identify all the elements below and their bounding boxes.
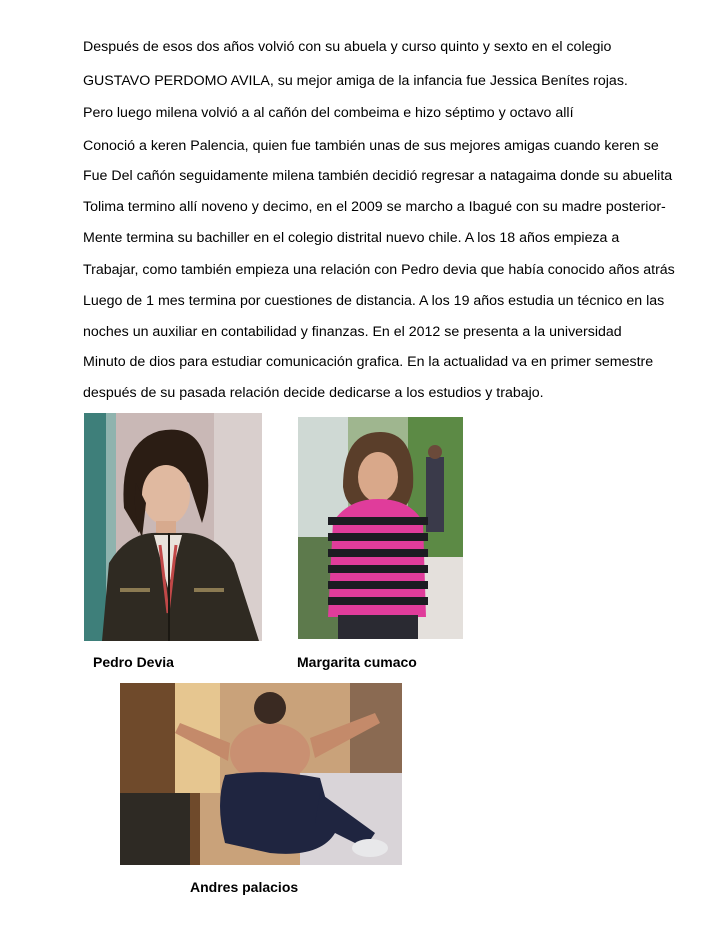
paragraph-line-6: Tolima termino allí noveno y decimo, en el 2009 se marcho a Ibagué con su madre posterior-: [83, 199, 666, 215]
paragraph-line-8: Trabajar, como también empieza una relación con Pedro devia que había conocido años atrás: [83, 262, 675, 278]
paragraph-line-12: después de su pasada relación decide dedicarse a los estudios y trabajo.: [83, 385, 544, 401]
paragraph-line-3: Pero luego milena volvió a al cañón del combeima e hizo séptimo y octavo allí: [83, 105, 574, 121]
paragraph-line-1: Después de esos dos años volvió con su abuela y curso quinto y sexto en el colegio: [83, 39, 612, 55]
paragraph-line-2: GUSTAVO PERDOMO AVILA, su mejor amiga de la infancia fue Jessica Benítes rojas.: [83, 73, 628, 89]
paragraph-line-10: noches un auxiliar en contabilidad y finanzas. En el 2012 se presenta a la universidad: [83, 324, 622, 340]
photo-andres-palacios: [120, 683, 402, 865]
paragraph-line-9: Luego de 1 mes termina por cuestiones de distancia. A los 19 años estudia un técnico en las: [83, 293, 665, 309]
paragraph-line-4: Conoció a keren Palencia, quien fue también unas de sus mejores amigas cuando keren se: [83, 138, 659, 154]
caption-andres-palacios: Andres palacios: [190, 879, 299, 895]
photo-pedro-devia: [84, 413, 262, 641]
paragraph-line-11: Minuto de dios para estudiar comunicación grafica. En la actualidad va en primer semestre: [83, 354, 654, 370]
paragraph-line-5: Fue Del cañón seguidamente milena también decidió regresar a natagaima donde su abuelita: [83, 168, 673, 184]
photo-margarita-cumaco: [298, 417, 463, 639]
caption-pedro-devia: Pedro Devia: [93, 654, 174, 670]
paragraph-line-7: Mente termina su bachiller en el colegio distrital nuevo chile. A los 18 años empieza a: [83, 230, 620, 246]
caption-margarita-cumaco: Margarita cumaco: [297, 654, 417, 670]
